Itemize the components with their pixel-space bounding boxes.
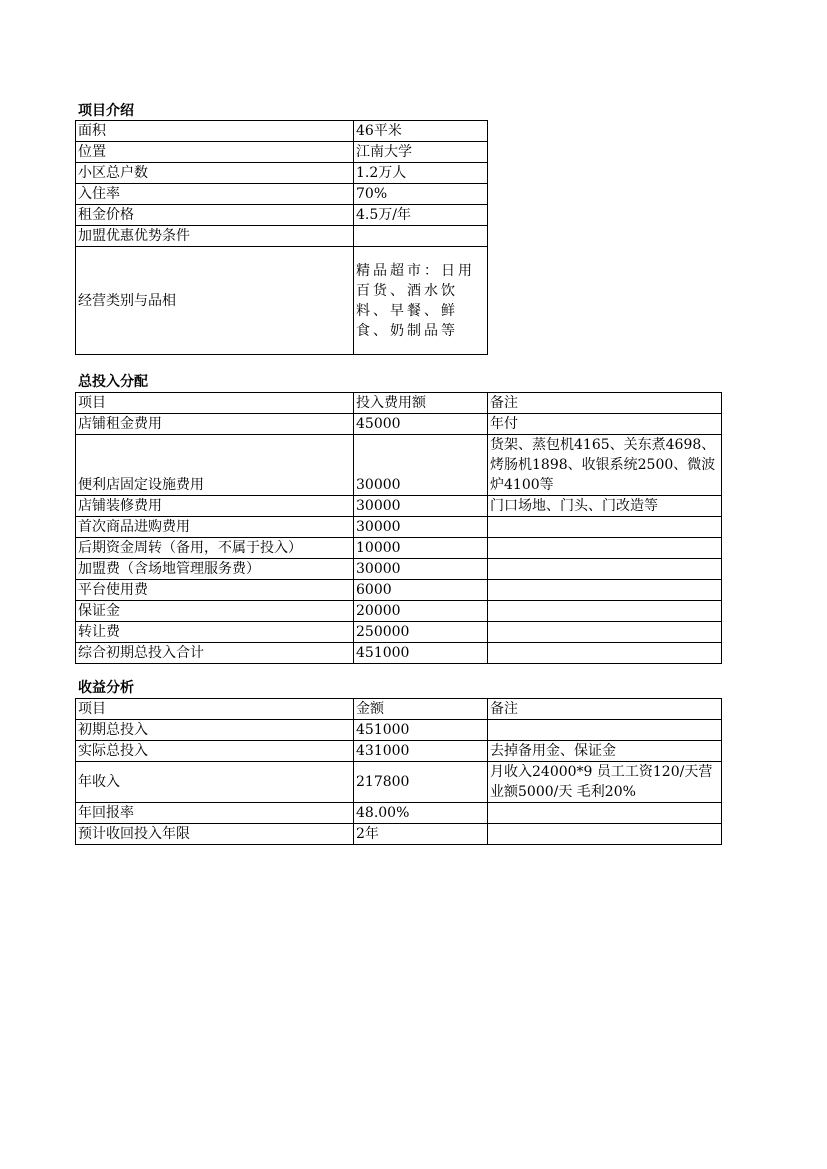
table-cell: 4.5万/年	[354, 205, 488, 226]
table-cell: 便利店固定设施费用	[76, 435, 354, 496]
table-row	[76, 580, 722, 601]
table-row	[76, 720, 722, 741]
table-cell: 月收入24000*9 员工工资120/天营业额5000/天 毛利20%	[488, 762, 722, 803]
table-cell: 431000	[354, 741, 488, 762]
table-cell: 店铺装修费用	[76, 496, 354, 517]
table-cell: 经营类别与品相	[76, 247, 354, 355]
table-row	[76, 517, 722, 538]
table-cell: 48.00%	[354, 803, 488, 824]
table-row	[76, 824, 722, 845]
table-cell: 250000	[354, 622, 488, 643]
table-row	[76, 226, 488, 247]
table-cell: 小区总户数	[76, 163, 354, 184]
column-header: 备注	[488, 393, 722, 414]
table-row	[76, 414, 722, 435]
table-row	[76, 163, 488, 184]
table-cell: 面积	[76, 121, 354, 142]
table-cell	[488, 538, 722, 559]
table-cell: 1.2万人	[354, 163, 488, 184]
table-cell: 30000	[354, 496, 488, 517]
table-cell: 去掉备用金、保证金	[488, 741, 722, 762]
investment-table	[75, 392, 722, 664]
table-cell: 入住率	[76, 184, 354, 205]
table-row	[76, 142, 488, 163]
table-cell: 年回报率	[76, 803, 354, 824]
table-cell: 实际总投入	[76, 741, 354, 762]
table-cell: 精品超市：日用百货、酒水饮料、早餐、鲜食、奶制品等	[354, 247, 488, 355]
table-cell: 20000	[354, 601, 488, 622]
table-row	[76, 205, 488, 226]
table-row	[76, 559, 722, 580]
table-cell: 451000	[354, 643, 488, 664]
table-cell: 店铺租金费用	[76, 414, 354, 435]
column-header: 项目	[76, 699, 354, 720]
table-cell	[488, 803, 722, 824]
table-cell: 70%	[354, 184, 488, 205]
table-cell: 6000	[354, 580, 488, 601]
table-cell: 30000	[354, 517, 488, 538]
table-cell: 后期资金周转（备用，不属于投入）	[76, 538, 354, 559]
table-cell: 位置	[76, 142, 354, 163]
project-table	[75, 120, 488, 355]
table-cell	[488, 720, 722, 741]
table-cell: 10000	[354, 538, 488, 559]
table-cell: 平台使用费	[76, 580, 354, 601]
table-cell: 预计收回投入年限	[76, 824, 354, 845]
investment-section-title: 总投入分配	[78, 374, 148, 390]
table-row	[76, 496, 722, 517]
table-header-row	[76, 699, 722, 720]
returns-table	[75, 698, 722, 845]
table-cell: 门口场地、门头、门改造等	[488, 496, 722, 517]
table-cell: 加盟优惠优势条件	[76, 226, 354, 247]
table-cell: 江南大学	[354, 142, 488, 163]
table-row	[76, 643, 722, 664]
table-row	[76, 762, 722, 803]
column-header: 备注	[488, 699, 722, 720]
column-header: 金额	[354, 699, 488, 720]
table-cell: 217800	[354, 762, 488, 803]
table-cell: 年付	[488, 414, 722, 435]
table-cell: 初期总投入	[76, 720, 354, 741]
table-cell	[488, 601, 722, 622]
table-row	[76, 184, 488, 205]
table-cell: 45000	[354, 414, 488, 435]
table-cell: 2年	[354, 824, 488, 845]
table-header-row	[76, 393, 722, 414]
table-cell	[488, 517, 722, 538]
table-cell	[354, 226, 488, 247]
table-row	[76, 601, 722, 622]
table-row	[76, 622, 722, 643]
table-row	[76, 803, 722, 824]
table-cell	[488, 622, 722, 643]
column-header: 项目	[76, 393, 354, 414]
table-cell: 转让费	[76, 622, 354, 643]
table-row	[76, 247, 488, 355]
table-cell: 综合初期总投入合计	[76, 643, 354, 664]
table-row	[76, 741, 722, 762]
table-cell: 租金价格	[76, 205, 354, 226]
table-cell: 首次商品进购费用	[76, 517, 354, 538]
table-cell: 30000	[354, 435, 488, 496]
table-cell: 30000	[354, 559, 488, 580]
project-section-title: 项目介绍	[78, 103, 134, 119]
column-header: 投入费用额	[354, 393, 488, 414]
table-cell	[488, 643, 722, 664]
table-row	[76, 435, 722, 496]
returns-section-title: 收益分析	[78, 680, 134, 696]
table-cell	[488, 824, 722, 845]
table-row	[76, 538, 722, 559]
table-row	[76, 121, 488, 142]
table-cell: 451000	[354, 720, 488, 741]
table-cell: 年收入	[76, 762, 354, 803]
table-cell	[488, 580, 722, 601]
table-cell: 加盟费（含场地管理服务费）	[76, 559, 354, 580]
table-cell: 保证金	[76, 601, 354, 622]
table-cell: 货架、蒸包机4165、关东煮4698、烤肠机1898、收银系统2500、微波炉4100等	[488, 435, 722, 496]
table-cell	[488, 559, 722, 580]
table-cell: 46平米	[354, 121, 488, 142]
